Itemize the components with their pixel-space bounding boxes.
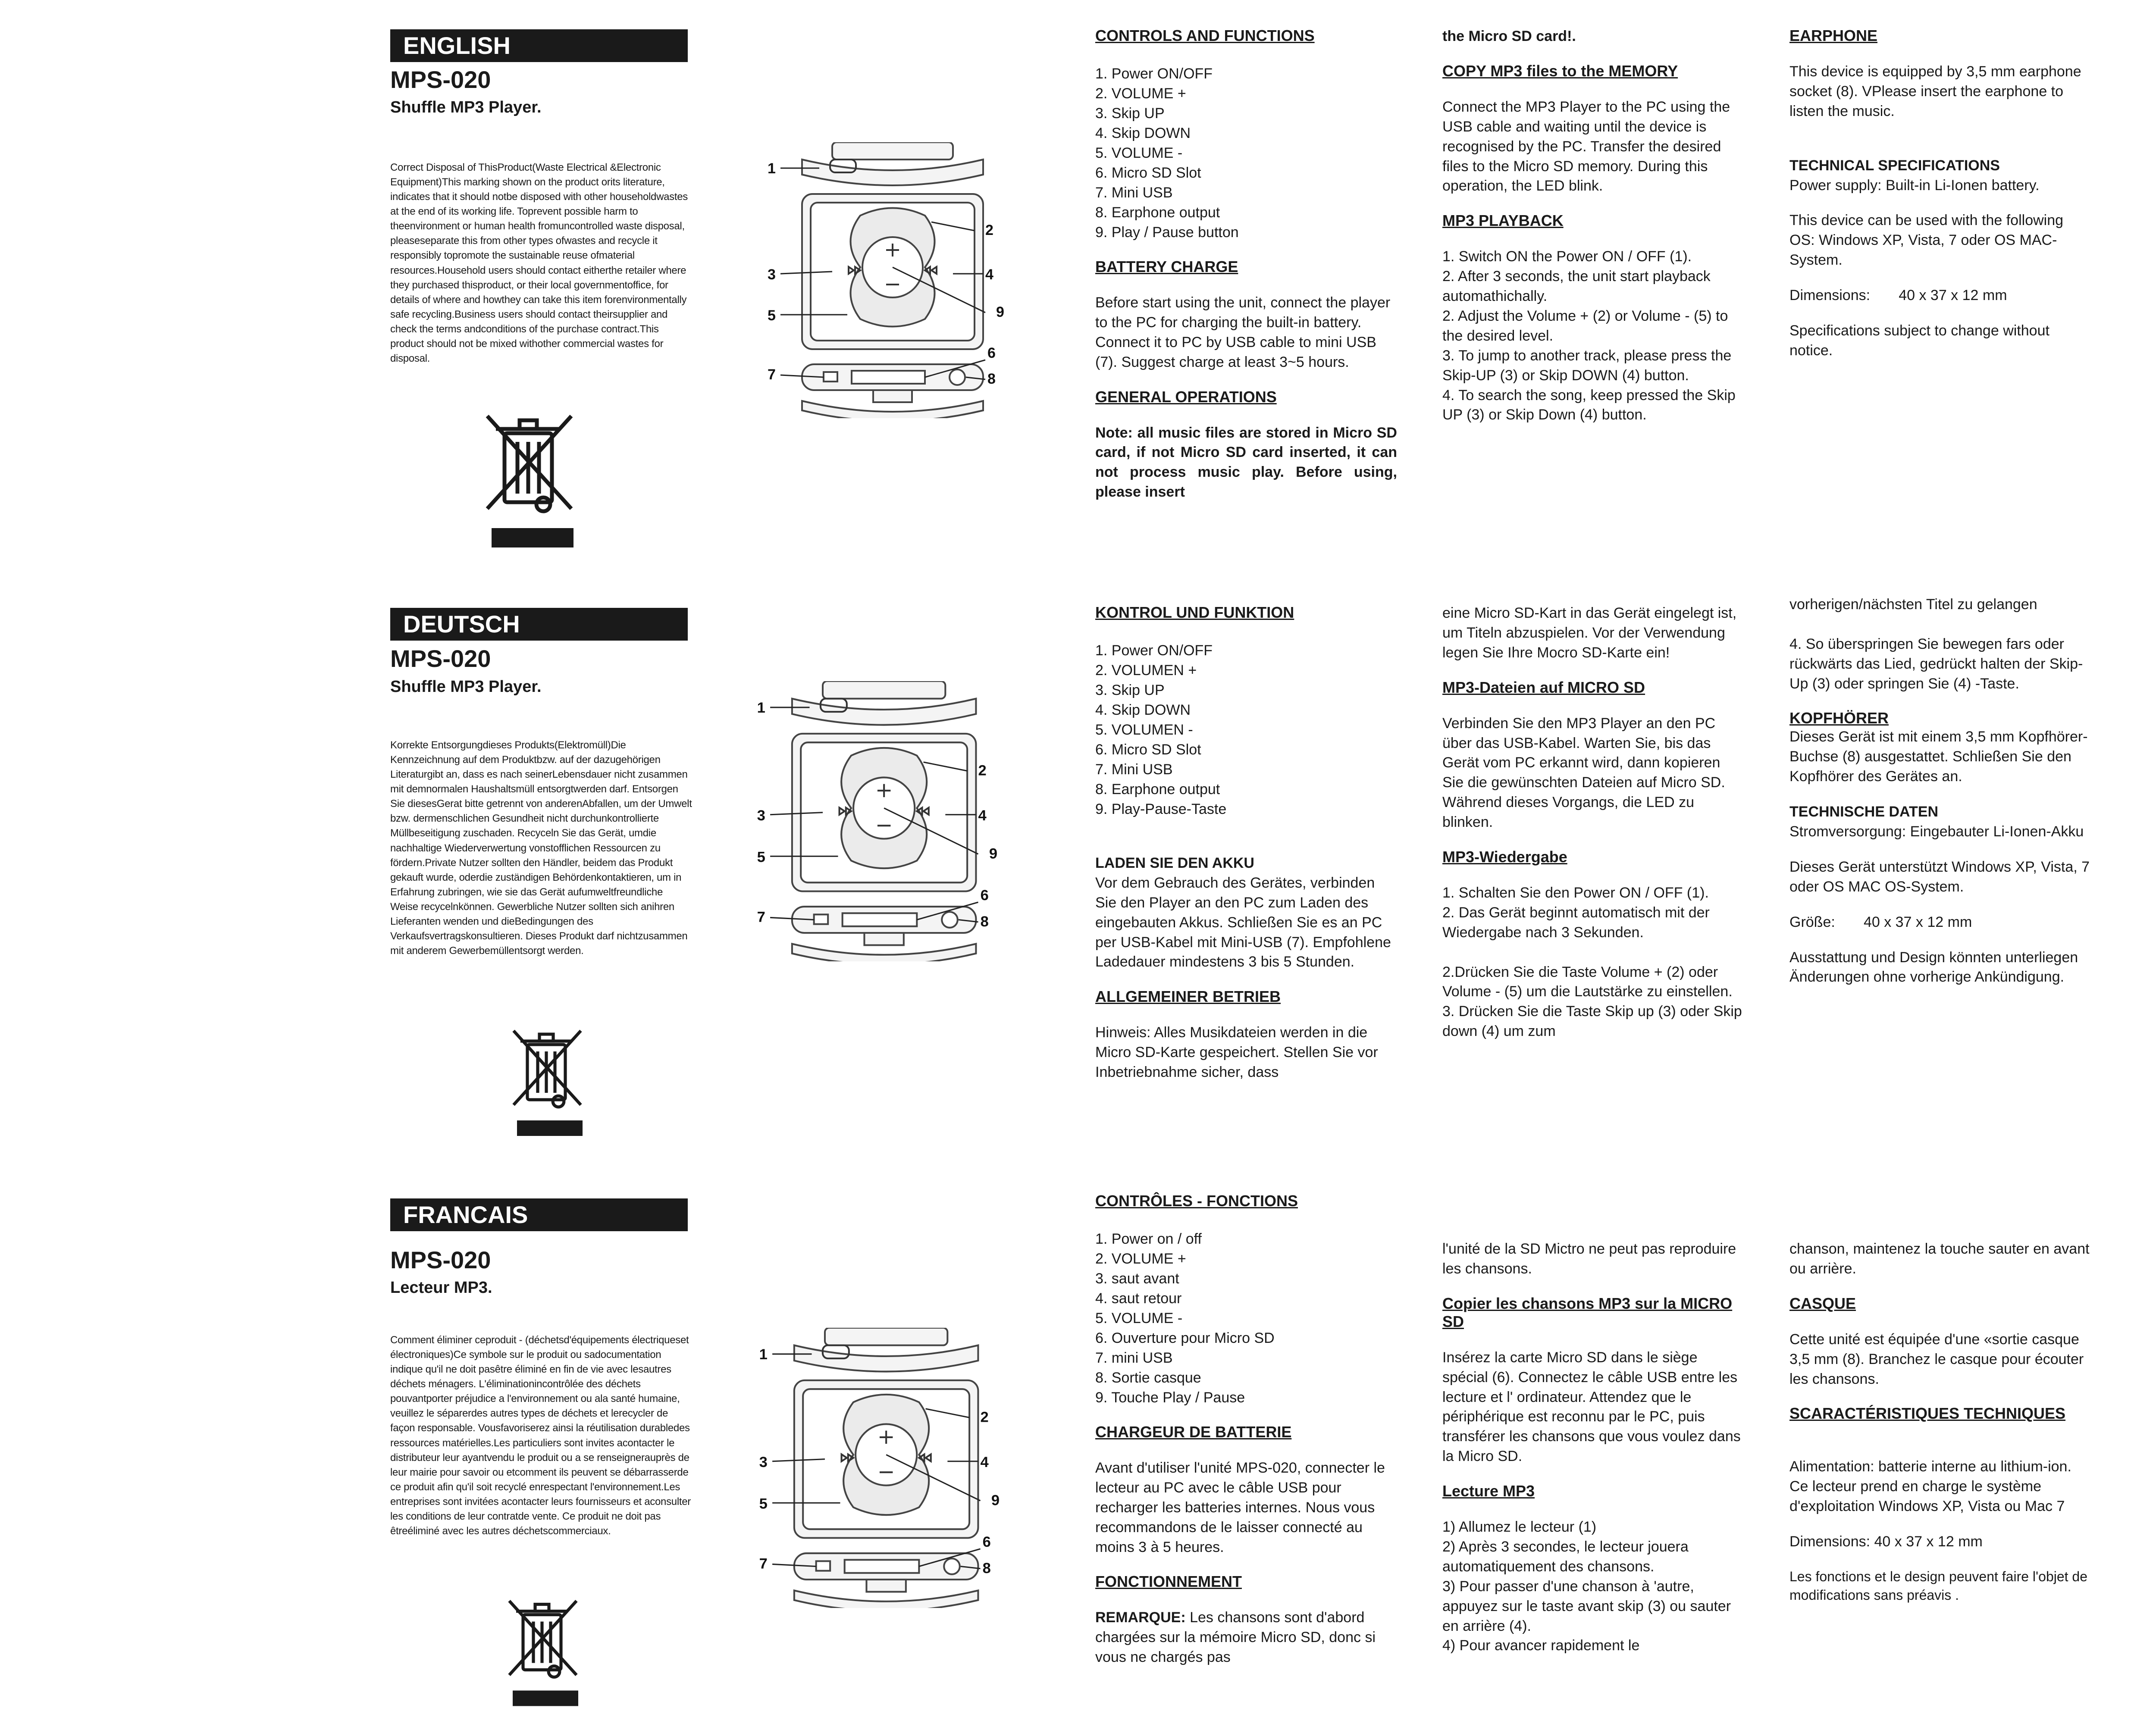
list-item: 4. saut retour [1095, 1290, 1182, 1307]
diagram-label-1: 1 [759, 1346, 768, 1363]
list-item: 8. Sortie casque [1095, 1370, 1201, 1386]
tech-note: Ausstattung und Design könnten unterliegen Änderungen ohne vorherige Ankündigung. [1789, 949, 2078, 985]
playback-text: 1. Schalten Sie den Power ON / OFF (1). 2. Das Gerät beginnt automatisch mit der Wiedergabe nach 3 Sekunden. 2.Drücken Sie die Taste Volume + (2) oder Volume - (5) um die Lautstärke zu einstellen. 3. Drücken Sie die Taste Skip up (3) oder Skip down (4) um zum [1442, 885, 1742, 1040]
list-item: 4. Skip DOWN [1095, 702, 1191, 718]
col-copy-playback [1442, 1239, 1744, 1656]
list-item: 3. Skip UP [1095, 105, 1165, 122]
col-copy-playback [1442, 27, 1744, 425]
disposal-notice: Correct Disposal of ThisProduct(Waste Electrical &Electronic Equipment)This marking shown on the product orits literature, indicates that it should notbe disposed with other householdwastes at the end of its working life. Toprevent possible harm to theenvironment or human health fromuncontrolled waste disposal, pleaseseparate this from other types ofwastes and recycle it responsibly topromote the sustainable reuse ofmaterial resources.Household users should contact eitherthe retailer where they purchased thisproduct, or their local governmentoffice, for details of where and howthey can take this item forenvironmentally safe recycling.Business users should contact theirsupplier and check the terms andconditions of the purchase contract.This product should not be mixed withother commercial wastes for disposal. [390, 162, 688, 365]
heading-battery: BATTERY CHARGE [1095, 258, 1238, 275]
diagram-label-8: 8 [987, 371, 996, 387]
controls-list [1095, 64, 1397, 242]
heading-tech: TECHNISCHE DATEN [1789, 804, 1939, 820]
list-item: 1. Power on / off [1095, 1231, 1202, 1247]
list-item: 9. Touche Play / Pause [1095, 1389, 1245, 1406]
diagram-label-3: 3 [768, 266, 776, 283]
model-subtitle: Shuffle MP3 Player. [390, 678, 542, 696]
playback-cont: vorherigen/nächsten Titel zu gelangen 4. So überspringen Sie bewegen fars oder rückwärts das Lied, gedrückt halten der Skip-Up (3) oder springen Sie (4) -Taste. [1789, 596, 2083, 692]
general-body: Les chansons sont d'abord chargées sur la mémoire Micro SD, donc si vous ne chargés pas [1095, 1609, 1376, 1666]
diagram-label-5: 5 [759, 1495, 768, 1512]
heading-copy: Copier les chansons MP3 sur la MICRO SD [1442, 1294, 1733, 1330]
tech-dimensions: Dimensions: 40 x 37 x 12 mm [1789, 1533, 1983, 1550]
list-item: 3. Skip UP [1095, 682, 1165, 698]
tech-os: Dieses Gerät unterstützt Windows XP, Vista, 7 oder OS MAC OS-System. [1789, 858, 2090, 895]
general-cont: eine Micro SD-Kart in das Gerät eingelegt ist, um Titeln abzuspielen. Vor der Verwendung legen Sie Ihre Mocro SD-Karte ein! [1442, 605, 1737, 661]
general-label: REMARQUE: [1095, 1609, 1186, 1626]
list-item: 4. Skip DOWN [1095, 125, 1191, 141]
model-subtitle: Lecteur MP3. [390, 1279, 492, 1297]
list-item: 5. VOLUME - [1095, 145, 1183, 161]
heading-tech: SCARACTÉRISTIQUES TECHNIQUES [1789, 1405, 2066, 1423]
heading-charge: CHARGEUR DE BATTERIE [1095, 1423, 1292, 1441]
diagram-label-4: 4 [985, 266, 993, 283]
heading-tech: TECHNICAL SPECIFICATIONS [1789, 157, 2000, 174]
diagram-label-3: 3 [757, 807, 765, 824]
diagram-label-9: 9 [996, 304, 1004, 320]
francais-section [0, 1155, 2156, 1733]
list-item: 9. Play-Pause-Taste [1095, 801, 1227, 817]
list-item: 6. Micro SD Slot [1095, 165, 1201, 181]
dimensions-value: 40 x 37 x 12 mm [1899, 287, 2007, 304]
diagram-label-8: 8 [980, 913, 989, 930]
general-text: Hinweis: Alles Musikdateien werden in die Micro SD-Karte gespeichert. Stellen Sie vor Inbetriebnahme sicher, dass [1095, 1024, 1378, 1081]
deutsch-section [0, 578, 2156, 1155]
tech-dimensions [1789, 913, 2091, 932]
tech-dimensions [1789, 286, 2091, 306]
diagram-label-6: 6 [982, 1533, 991, 1550]
list-item: 2. VOLUMEN + [1095, 662, 1197, 679]
heading-charge: LADEN SIE DEN AKKU [1095, 855, 1254, 871]
earphone-text: Cette unité est équipée d'une «sortie casque 3,5 mm (8). Branchez le casque pour écouter les chansons. [1789, 1331, 2084, 1387]
heading-playback: MP3-Wiedergabe [1442, 848, 1567, 866]
device-diagram [759, 1328, 1005, 1608]
col-specs [1789, 1239, 2091, 1605]
diagram-label-4: 4 [980, 1454, 989, 1470]
diagram-label-1: 1 [757, 700, 765, 716]
model-title: MPS-020 [390, 66, 491, 93]
diagram-label-2: 2 [985, 222, 993, 238]
diagram-label-5: 5 [757, 849, 765, 866]
diagram-label-7: 7 [759, 1555, 768, 1572]
col-controls [1095, 604, 1397, 1082]
diagram-label-9: 9 [991, 1492, 1000, 1509]
heading-copy: MP3-Dateien auf MICRO SD [1442, 678, 1645, 696]
diagram-label-2: 2 [978, 762, 987, 779]
diagram-label-7: 7 [768, 366, 776, 383]
heading-general: ALLGEMEINER BETRIEB [1095, 988, 1281, 1006]
controls-list [1095, 641, 1397, 819]
general-text [1095, 1608, 1397, 1667]
heading-copy: COPY MP3 files to the MEMORY [1442, 62, 1678, 80]
list-item: 1. Power ON/OFF [1095, 642, 1213, 659]
english-section [0, 0, 2156, 578]
playback-cont: chanson, maintenez la touche sauter en avant ou arrière. [1789, 1241, 2090, 1277]
diagram-label-8: 8 [982, 1560, 991, 1577]
list-item: 6. Micro SD Slot [1095, 741, 1201, 758]
model-title: MPS-020 [390, 645, 491, 672]
diagram-label-5: 5 [768, 307, 776, 324]
language-bar-francais: FRANCAIS [390, 1198, 688, 1231]
col-controls [1095, 1192, 1397, 1667]
list-item: 1. Power ON/OFF [1095, 66, 1213, 82]
heading-controls: CONTRÔLES - FONCTIONS [1095, 1192, 1298, 1210]
heading-playback: Lecture MP3 [1442, 1482, 1535, 1500]
col-specs [1789, 595, 2091, 987]
heading-general: FONCTIONNEMENT [1095, 1573, 1242, 1591]
tech-note: Les fonctions et le design peuvent faire l'objet de modifications sans préavis . [1789, 1569, 2088, 1603]
weee-bin-icon [507, 1026, 593, 1142]
list-item: 8. Earphone output [1095, 781, 1220, 798]
heading-controls: CONTROLS AND FUNCTIONS [1095, 27, 1315, 44]
charge-text: Avant d'utiliser l'unité MPS-020, connecter le lecteur au PC avec le câble USB pour recharger les batteries internes. Nous vous recommandons de le laisser connecté au moins 3 à 5 heures. [1095, 1460, 1385, 1555]
dimensions-value: 40 x 37 x 12 mm [1863, 913, 1972, 930]
diagram-label-1: 1 [768, 160, 776, 177]
tech-power: Power supply: Built-in Li-Ionen battery. [1789, 177, 2040, 194]
tech-text: Alimentation: batterie interne au lithium-ion. Ce lecteur prend en charge le système d'exploitation Windows XP, Vista ou Mac 7 [1789, 1458, 2071, 1515]
general-cont: l'unité de la SD Mictro ne peut pas reproduire les chansons. [1442, 1241, 1736, 1277]
col-controls [1095, 27, 1397, 502]
list-item: 9. Play / Pause button [1095, 224, 1239, 241]
diagram-label-2: 2 [980, 1409, 989, 1426]
heading-earphone: EARPHONE [1789, 27, 1878, 44]
weee-bin-icon [479, 412, 586, 554]
playback-text: 1. Switch ON the Power ON / OFF (1). 2. After 3 seconds, the unit start playback automathichally. 2. Adjust the Volume + (2) or Volume - (5) to the desired level. 3. To jump to another track, please press the Skip-UP (3) or Skip DOWN (4) button. 4. To search the song, keep pressed the Skip UP (3) or Skip Down (4) button. [1442, 248, 1736, 423]
charge-text: Vor dem Gebrauch des Gerätes, verbinden Sie den Player an den PC zum Laden des eingebauten Akkus. Schließen Sie es an PC per USB-Kabel mit Mini-USB (7). Empfohlene Ladedauer mindestens 3 bis 5 Stunden. [1095, 874, 1391, 970]
heading-earphone: KOPFHÖRER [1789, 709, 1889, 727]
diagram-label-4: 4 [978, 807, 987, 824]
list-item: 5. VOLUME - [1095, 1310, 1183, 1326]
general-text: Note: all music files are stored in Micro SD card, if not Micro SD card inserted, it can not process music play. Before using, please insert [1095, 424, 1397, 501]
controls-list [1095, 1229, 1397, 1408]
list-item: 2. VOLUME + [1095, 1251, 1186, 1267]
disposal-notice: Comment éliminer ceproduit - (déchetsd'équipements électriqueset électroniques)Ce symbole sur le produit ou sadocumentation indique qu'il ne doit pasêtre éliminé en fin de vie avec lesautres déchets ménagers. L'éliminationincontrôlée des déchets pouvantporter préjudice a l'environnement ou ala santé humaine, veuillez le séparerdes autres types de déchets et lerecycler de façon responsable. Vousfavoriserez ainsi la réutilisation durabledes ressources matérielles.Les particuliers sont invites acontacter le distributeur leur ayantvendu le produit ou a se renseignerauprès de leur mairie pour savoir ou etcomment ils peuvent se débarrasserde ce produit afin qu'il soit recyclé enrespectant l'environnement.Les entreprises sont invitées acontacter leurs fournisseurs et aconsulter les conditions de leur contratde vente. Ce produit ne doit pas êtreéliminé avec les autres déchetscommerciaux. [390, 1334, 691, 1537]
dimensions-label: Dimensions: [1789, 287, 1871, 304]
earphone-text: Dieses Gerät ist mit einem 3,5 mm Kopfhörer-Buchse (8) ausgestattet. Schließen Sie den Kopfhörer des Gerätes an. [1789, 729, 2088, 785]
list-item: 5. VOLUMEN - [1095, 722, 1193, 738]
language-bar-deutsch: DEUTSCH [390, 608, 688, 641]
device-diagram [768, 142, 1009, 418]
diagram-label-3: 3 [759, 1454, 768, 1470]
heading-controls: KONTROL UND FUNKTION [1095, 604, 1294, 621]
copy-text: Verbinden Sie den MP3 Player an den PC über das USB-Kabel. Warten Sie, bis das Gerät vom PC erkannt wird, dann kopieren Sie die gewünschten Dateien auf Micro SD. Während dieses Vorgangs, die LED zu blinken. [1442, 715, 1725, 831]
list-item: 8. Earphone output [1095, 204, 1220, 221]
diagram-label-7: 7 [757, 909, 765, 926]
earphone-text: This device is equipped by 3,5 mm earphone socket (8). VPlease insert the earphone to listen the music. [1789, 63, 2081, 119]
language-bar-english: ENGLISH [390, 29, 688, 62]
disposal-notice: Korrekte Entsorgungdieses Produkts(Elektromüll)Die Kennzeichnung auf dem Produktbzw. auf der dazugehörigen Literaturgibt an, dass es nach seinerLebensdauer nicht zusammen mit demnormalen Haushaltsmüll entsorgtwerden darf. Entsorgen Sie diesesGerat bitte getrennt von anderenAbfallen, um der Umwelt bzw. dermenschlichen Gesundheit nicht durchunkontrollierte Müllbeseitigung zuschaden. Recyceln Sie das Gerät, umdie nachhaltige Wiederverwertung vonstofflichen Ressourcen zu fördern.Private Nutzer sollten den Händler, beidem das Produkt gekauft wurde, oderdie zuständigen Behördenkontaktieren, um in Erfahrung zubringen, wie sie das Gerät aufumweltfreundliche Weise recycelnkönnen. Gewerbliche Nutzer sollten sich anihren Lieferanten wenden und dieBedingungen des Verkaufsvertragskonsultieren. Dieses Produkt darf nichtzusammen mit anderem Gewerbemüllentsorgt werden. [390, 739, 692, 957]
dimensions-label: Größe: [1789, 913, 1835, 930]
list-item: 2. VOLUME + [1095, 85, 1186, 102]
device-diagram [755, 681, 1005, 961]
list-item: 6. Ouverture pour Micro SD [1095, 1330, 1275, 1346]
tech-os: This device can be used with the following OS: Windows XP, Vista, 7 oder OS MAC-System. [1789, 212, 2064, 269]
list-item: 7. mini USB [1095, 1350, 1173, 1366]
col-specs [1789, 27, 2091, 361]
diagram-label-6: 6 [987, 345, 996, 361]
playback-text: 1) Allumez le lecteur (1) 2) Après 3 secondes, le lecteur jouera automatiquement des chansons. 3) Pour passer d'une chanson à 'autre, appuyez sur le taste avant skip (3) ou sauter en arrière (4). 4) Pour avancer rapidement le [1442, 1519, 1731, 1654]
battery-text: Before start using the unit, connect the player to the PC for charging the built-in battery. Connect it to PC by USB cable to mini USB (7). Suggest charge at least 3~5 hours. [1095, 294, 1391, 370]
model-title: MPS-020 [390, 1246, 491, 1273]
tech-power: Stromversorgung: Eingebauter Li-Ionen-Akku [1789, 823, 2084, 840]
list-item: 7. Mini USB [1095, 761, 1173, 778]
diagram-label-6: 6 [980, 887, 989, 904]
diagram-label-9: 9 [989, 845, 998, 862]
model-subtitle: Shuffle MP3 Player. [390, 98, 542, 116]
copy-text: Connect the MP3 Player to the PC using the USB cable and waiting until the device is recognised by the PC. Transfer the desired files to the Micro SD memory. During this operation, the LED blink. [1442, 98, 1730, 194]
heading-earphone: CASQUE [1789, 1294, 1856, 1312]
copy-text: Insérez la carte Micro SD dans le siège spécial (6). Connectez le câble USB entre les lecture et l' ordinateur. Attendez que le périphérique est reconnu par le PC, puis transférer les chansons que vous voulez dans la Micro SD. [1442, 1349, 1741, 1465]
heading-playback: MP3 PLAYBACK [1442, 212, 1564, 230]
weee-bin-icon [502, 1595, 589, 1714]
list-item: 7. Mini USB [1095, 185, 1173, 201]
col-copy-playback [1442, 604, 1744, 1042]
general-cont: the Micro SD card!. [1442, 28, 1576, 44]
tech-note: Specifications subject to change without notice. [1789, 322, 2049, 359]
heading-general: GENERAL OPERATIONS [1095, 388, 1277, 406]
list-item: 3. saut avant [1095, 1270, 1179, 1287]
